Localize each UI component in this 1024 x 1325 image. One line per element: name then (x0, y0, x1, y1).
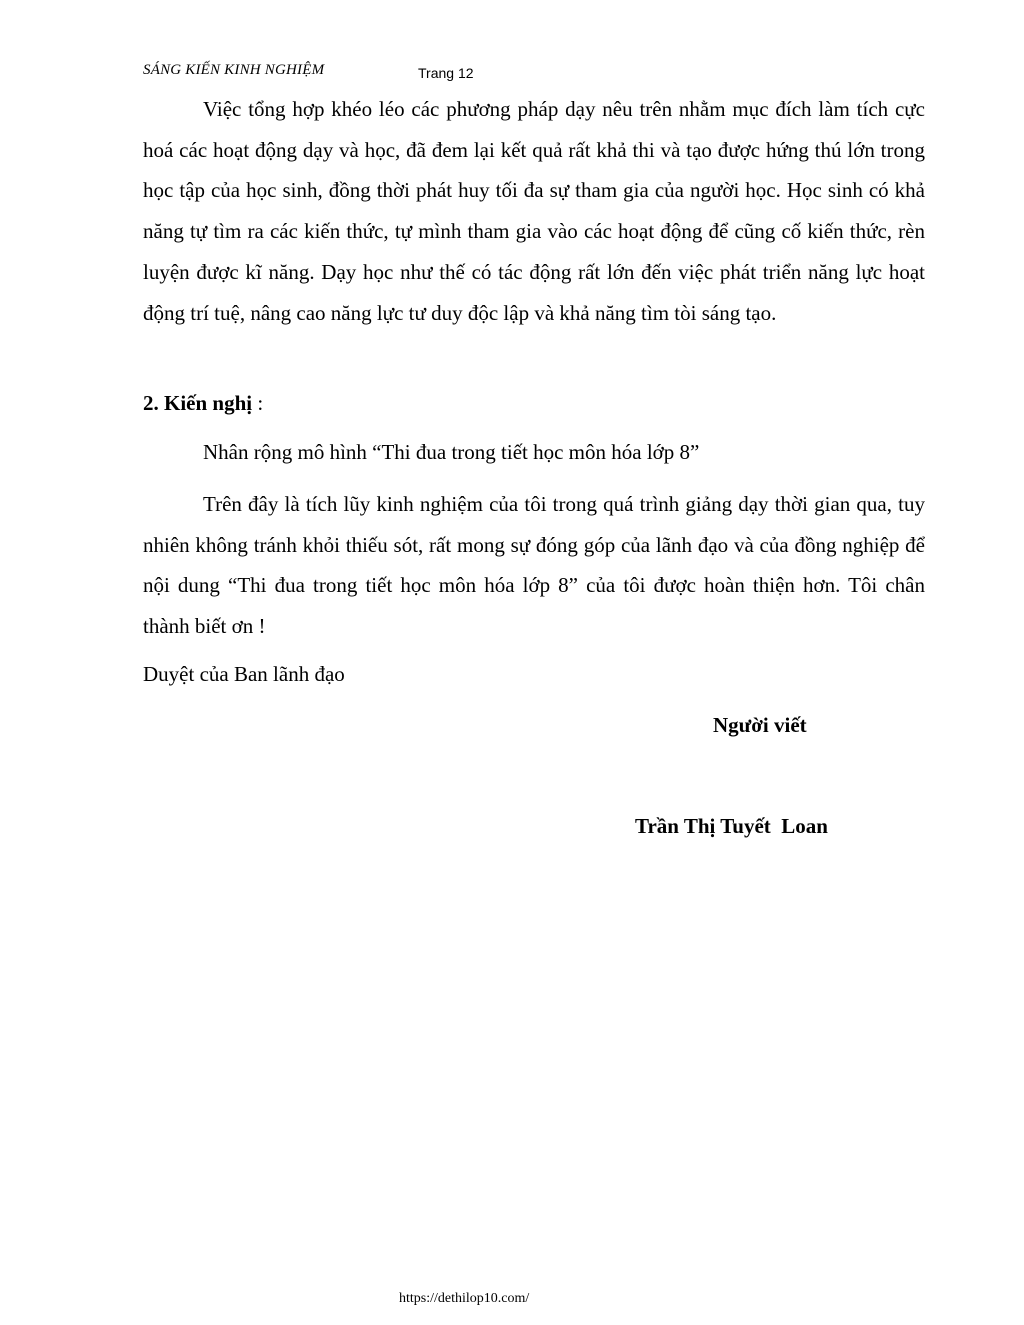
section-heading-text: 2. Kiến nghị (143, 391, 253, 415)
page-number: Trang 12 (418, 65, 474, 81)
document-title: SÁNG KIẾN KINH NGHIỆM (143, 62, 325, 78)
approval-label: Duyệt của Ban lãnh đạo (143, 662, 345, 686)
section-heading (143, 383, 263, 423)
footer-link[interactable]: https://dethilop10.com/ (399, 1291, 530, 1306)
conclusion-paragraph: Việc tổng hợp khéo léo các phương pháp dạy nêu trên nhằm mục đích làm tích cực hoá các hoạt động dạy và học, đã đem lại kết quả rất khả thi và tạo được hứng thú lớn trong học tập của học sinh, đồng thời phát huy tối đa sự tham gia của người học. Học sinh có khả năng tự tìm ra các kiến thức, tự mình tham gia vào các hoạt động để cũng cố kiến thức, rèn luyện được kĩ năng. Dạy học như thế có tác động rất lớn đến việc phát triển năng lực hoạt động trí tuệ, nâng cao năng lực tư duy độc lập và khả năng tìm tòi sáng tạo. (143, 97, 925, 325)
writer-label: Người viết (713, 713, 807, 737)
section-heading-colon: : (252, 391, 264, 415)
closing-paragraph: Trên đây là tích lũy kinh nghiệm của tôi trong quá trình giảng dạy thời gian qua, tuy nhiên không tránh khỏi thiếu sót, rất mong sự đóng góp của lãnh đạo và của đồng nghiệp để nội dung “Thi đua trong tiết học môn hóa lớp 8” của tôi được hoàn thiện hơn. Tôi chân thành biết ơn ! (143, 492, 925, 639)
proposal-text: Nhân rộng mô hình “Thi đua trong tiết học môn hóa lớp 8” (203, 440, 700, 464)
writer-name: Trần Thị Tuyết Loan (635, 814, 828, 838)
